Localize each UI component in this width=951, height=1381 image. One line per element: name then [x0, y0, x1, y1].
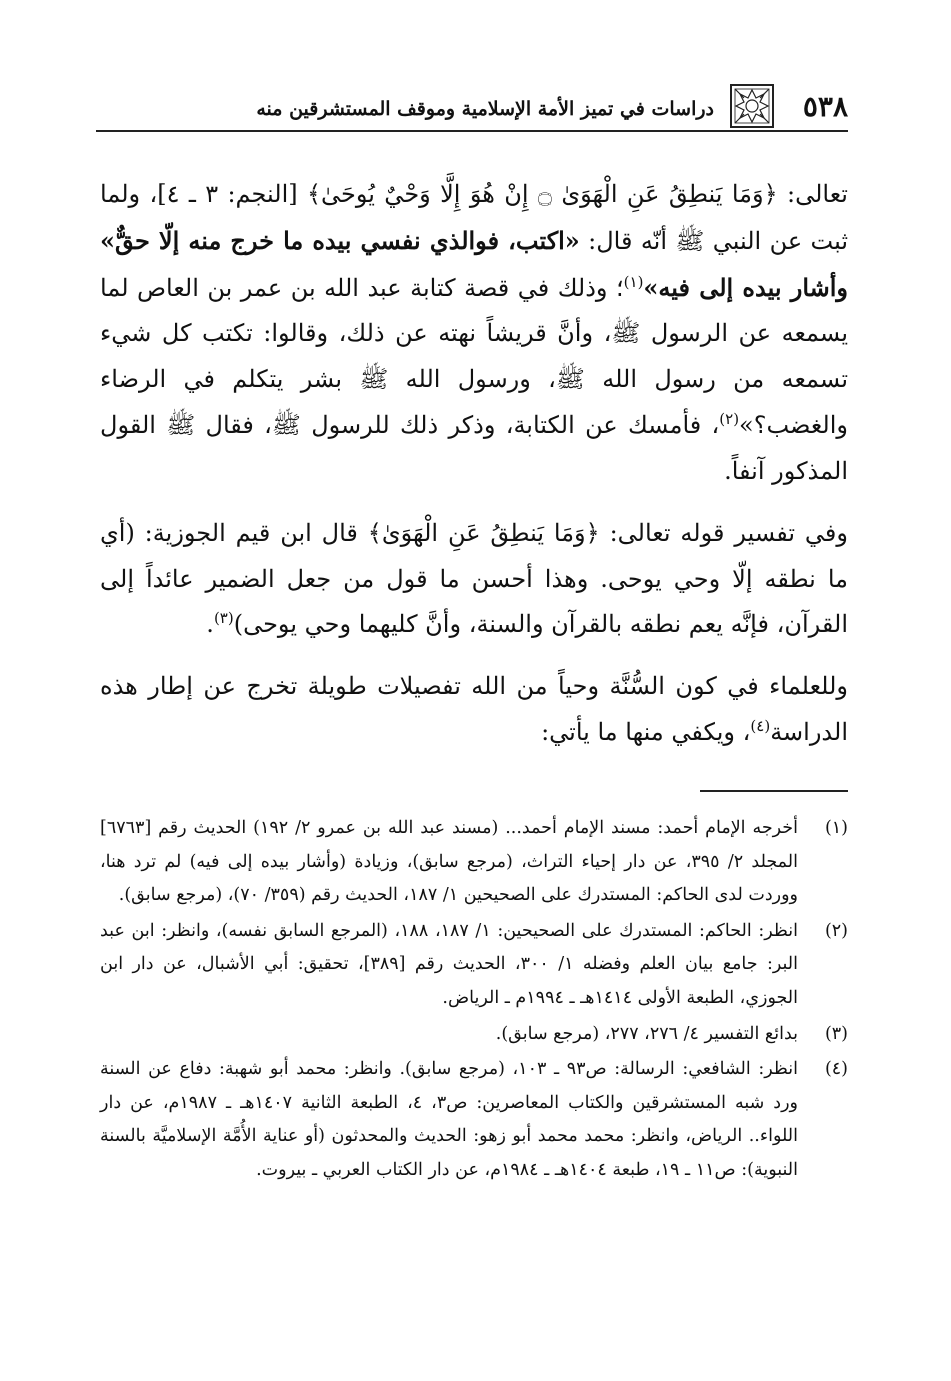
text-span: ، ويكفي منها ما يأتي: — [541, 718, 751, 747]
footnote-number: (٢) — [824, 920, 848, 941]
text-span: ، فأمسك عن الكتابة، وذكر ذلك للرسول ﷺ، فقال ﷺ القول المذكور آنفاً. — [100, 411, 848, 485]
page-number: ٥٣٨ — [802, 90, 848, 123]
footnote-4 — [100, 1053, 848, 1187]
text-span: وفي تفسير قوله تعالى: — [599, 518, 848, 547]
text-span: وللعلماء في كون السُّنَّة وحياً من الله تفصيلات طويلة تخرج عن إطار هذه الدراسة — [100, 672, 848, 747]
paragraph-3 — [100, 664, 848, 756]
paragraph-1 — [100, 172, 848, 495]
footnote-number: (٣) — [824, 1023, 848, 1044]
footnote-2 — [100, 915, 848, 1016]
footnote-ref-2[interactable]: (٢) — [719, 410, 740, 429]
footnote-text: انظر: الشافعي: الرسالة: ص٩٣ ـ ١٠٣، (مرجع سابق). وانظر: محمد أبو شهبة: دفاع عن السنة ورد شبه المستشرقين والكتاب المعاصرين: ص٣، ٤، الطبعة الثانية ١٤٠٧هـ ـ ١٩٨٧م، عن دار اللواء.. الرياض، وانظر: محمد محمد أبو زهو: الحديث والمحدثون (أو عناية الأُمَّة الإسلاميَّة بالسنة النبوية): ص١١ ـ ١٩، طبعة ١٤٠٤هـ ـ ١٩٨٤م، عن دار الكتاب العربي ـ بيروت. — [100, 1059, 798, 1180]
text-span: [النجم: ٣ ـ ٤]، ولما ثبت عن النبي ﷺ أنّه قال: — [100, 180, 848, 255]
footnote-text: انظر: الحاكم: المستدرك على الصحيحين: ١/ ١٨٧، ١٨٨، (المرجع السابق نفسه)، وانظر: ابن عبد البر: جامع بيان العلم وفضله ١/ ٣٠٠، الحديث رقم [٣٨٩]، تحقيق: أبي الأشبال، عن دار ابن الجوزي، الطبعة الأولى ١٤١٤هـ ـ ١٩٩٤م ـ الرياض. — [100, 920, 798, 1008]
quran-verse: ﴿وَمَا يَنطِقُ عَنِ الْهَوَىٰ﴾ — [367, 518, 600, 547]
footnote-number: (١) — [824, 818, 848, 838]
text-span: قال ابن قيم الجوزية: (أي ما نطقه إلّا وحي يوحى. وهذا أحسن ما قول من جعل الضمير عائداً إلى القرآن، فإنَّه يعم نطقه بالقرآن والسنة، وأنَّ كليهما وحي يوحى) — [100, 518, 848, 639]
star-pattern-icon — [730, 84, 774, 128]
text-span: . — [206, 610, 214, 639]
header-divider — [96, 130, 848, 132]
hadith-quote: «اكتب، فوالذي نفسي بيده ما خرج منه إلّا حقٌّ» وأشار بيده إلى فيه» — [100, 225, 848, 302]
quran-verse: ﴿وَمَا يَنطِقُ عَنِ الْهَوَىٰ ۝ إِنْ هُوَ إِلَّا وَحْيٌ يُوحَىٰ﴾ — [306, 180, 778, 208]
footnote-text: أخرجه الإمام أحمد: مسند الإمام أحمد... (مسند عبد الله بن عمرو ٢/ ١٩٢) الحديث رقم [٦٧٦٣] المجلد ٢/ ٣٩٥، عن دار إحياء التراث، (مرجع سابق)، وزيادة (وأشار بيده إلى فيه) لم ترد هنا، ووردت لدى الحاكم: المستدرك على الصحيحين ١/ ١٨٧، الحديث رقم (٣٥٩/ ٧٠)، (مرجع سابق). — [100, 818, 798, 906]
footnote-divider — [700, 790, 848, 792]
footnote-ref-1[interactable]: (١) — [623, 272, 644, 291]
paragraph-2 — [100, 511, 848, 648]
footnote-number: (٤) — [824, 1059, 848, 1080]
text-span: ؛ وذلك في قصة كتابة عبد الله بن عمر بن العاص لما يسمعه عن الرسول ﷺ، وأنَّ قريشاً نهته عن ذلك، وقالوا: تكتب كل شيء تسمعه من رسول الله ﷺ، ورسول الله ﷺ بشر يتكلم في الرضاء والغضب؟» — [100, 273, 848, 440]
footnote-ref-4[interactable]: (٤) — [750, 717, 771, 736]
page-header — [96, 84, 848, 132]
running-title: دراسات في تميز الأمة الإسلامية وموقف المستشرقين منه — [256, 98, 714, 120]
footnote-text: بدائع التفسير ٤/ ٢٧٦، ٢٧٧، (مرجع سابق). — [495, 1023, 798, 1044]
footnote-1 — [100, 812, 848, 913]
footnote-3 — [100, 1018, 848, 1052]
text-span: تعالى: — [777, 180, 848, 208]
footnotes — [100, 812, 848, 1190]
footnote-ref-3[interactable]: (٣) — [213, 609, 234, 628]
main-text — [100, 172, 848, 772]
